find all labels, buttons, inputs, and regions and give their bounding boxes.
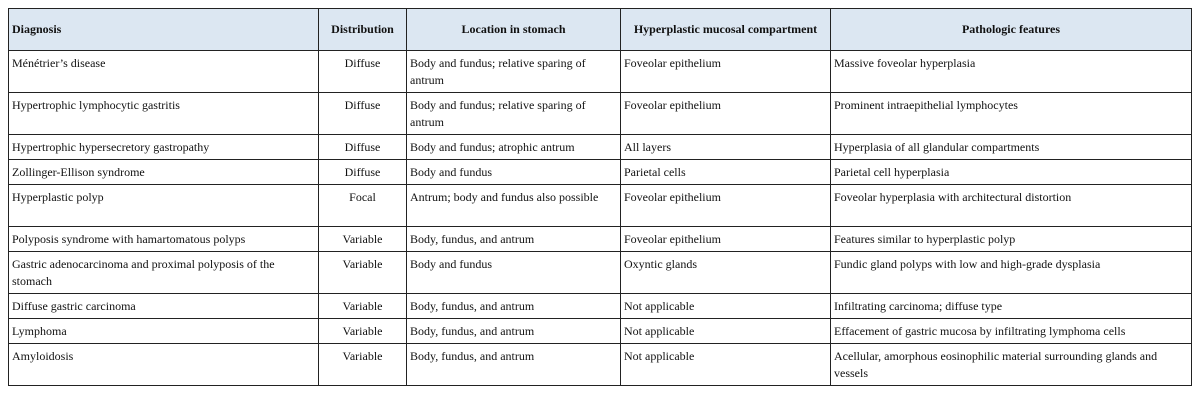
cell-compartment: Foveolar epithelium xyxy=(621,93,831,135)
cell-location: Body and fundus; relative sparing of antrum xyxy=(407,51,621,93)
cell-diagnosis: Ménétrier’s disease xyxy=(9,51,319,93)
cell-location: Body, fundus, and antrum xyxy=(407,319,621,344)
cell-pathologic-features: Features similar to hyperplastic polyp xyxy=(831,227,1192,252)
cell-compartment: Foveolar epithelium xyxy=(621,227,831,252)
cell-diagnosis: Zollinger-Ellison syndrome xyxy=(9,160,319,185)
cell-distribution: Diffuse xyxy=(319,160,407,185)
cell-distribution: Diffuse xyxy=(319,51,407,93)
cell-compartment: Foveolar epithelium xyxy=(621,185,831,227)
cell-diagnosis: Diffuse gastric carcinoma xyxy=(9,294,319,319)
cell-compartment: Foveolar epithelium xyxy=(621,51,831,93)
cell-location: Body, fundus, and antrum xyxy=(407,344,621,386)
cell-pathologic-features: Foveolar hyperplasia with architectural distortion xyxy=(831,185,1192,227)
table-row xyxy=(9,319,1192,344)
cell-location: Body and fundus xyxy=(407,252,621,294)
cell-distribution: Variable xyxy=(319,294,407,319)
cell-diagnosis: Amyloidosis xyxy=(9,344,319,386)
cell-pathologic-features: Fundic gland polyps with low and high-grade dysplasia xyxy=(831,252,1192,294)
cell-compartment: Not applicable xyxy=(621,294,831,319)
cell-location: Body and fundus; atrophic antrum xyxy=(407,135,621,160)
cell-distribution: Diffuse xyxy=(319,93,407,135)
cell-compartment: Parietal cells xyxy=(621,160,831,185)
table-row xyxy=(9,252,1192,294)
cell-distribution: Variable xyxy=(319,252,407,294)
table-row xyxy=(9,93,1192,135)
cell-distribution: Variable xyxy=(319,227,407,252)
cell-diagnosis: Hypertrophic hypersecretory gastropathy xyxy=(9,135,319,160)
table-row xyxy=(9,227,1192,252)
cell-diagnosis: Lymphoma xyxy=(9,319,319,344)
table-header-row xyxy=(9,9,1192,51)
cell-compartment: All layers xyxy=(621,135,831,160)
cell-pathologic-features: Acellular, amorphous eosinophilic material surrounding glands and vessels xyxy=(831,344,1192,386)
cell-pathologic-features: Hyperplasia of all glandular compartments xyxy=(831,135,1192,160)
cell-pathologic-features: Effacement of gastric mucosa by infiltrating lymphoma cells xyxy=(831,319,1192,344)
table-row xyxy=(9,344,1192,386)
differential-diagnosis-table xyxy=(8,8,1192,386)
table-row xyxy=(9,185,1192,227)
cell-distribution: Focal xyxy=(319,185,407,227)
header-compartment: Hyperplastic mucosal compartment xyxy=(621,9,831,51)
cell-compartment: Not applicable xyxy=(621,319,831,344)
cell-distribution: Diffuse xyxy=(319,135,407,160)
cell-compartment: Not applicable xyxy=(621,344,831,386)
table-row xyxy=(9,160,1192,185)
header-diagnosis: Diagnosis xyxy=(9,9,319,51)
cell-location: Body, fundus, and antrum xyxy=(407,294,621,319)
cell-location: Antrum; body and fundus also possible xyxy=(407,185,621,227)
cell-compartment: Oxyntic glands xyxy=(621,252,831,294)
cell-location: Body and fundus xyxy=(407,160,621,185)
cell-distribution: Variable xyxy=(319,344,407,386)
cell-diagnosis: Gastric adenocarcinoma and proximal polyposis of the stomach xyxy=(9,252,319,294)
cell-diagnosis: Polyposis syndrome with hamartomatous polyps xyxy=(9,227,319,252)
table-row xyxy=(9,135,1192,160)
cell-pathologic-features: Infiltrating carcinoma; diffuse type xyxy=(831,294,1192,319)
cell-location: Body, fundus, and antrum xyxy=(407,227,621,252)
cell-distribution: Variable xyxy=(319,319,407,344)
cell-pathologic-features: Massive foveolar hyperplasia xyxy=(831,51,1192,93)
table-row xyxy=(9,294,1192,319)
header-location: Location in stomach xyxy=(407,9,621,51)
table-row xyxy=(9,51,1192,93)
header-distribution: Distribution xyxy=(319,9,407,51)
cell-location: Body and fundus; relative sparing of antrum xyxy=(407,93,621,135)
header-pathologic-features: Pathologic features xyxy=(831,9,1192,51)
cell-diagnosis: Hyperplastic polyp xyxy=(9,185,319,227)
cell-pathologic-features: Prominent intraepithelial lymphocytes xyxy=(831,93,1192,135)
cell-diagnosis: Hypertrophic lymphocytic gastritis xyxy=(9,93,319,135)
cell-pathologic-features: Parietal cell hyperplasia xyxy=(831,160,1192,185)
